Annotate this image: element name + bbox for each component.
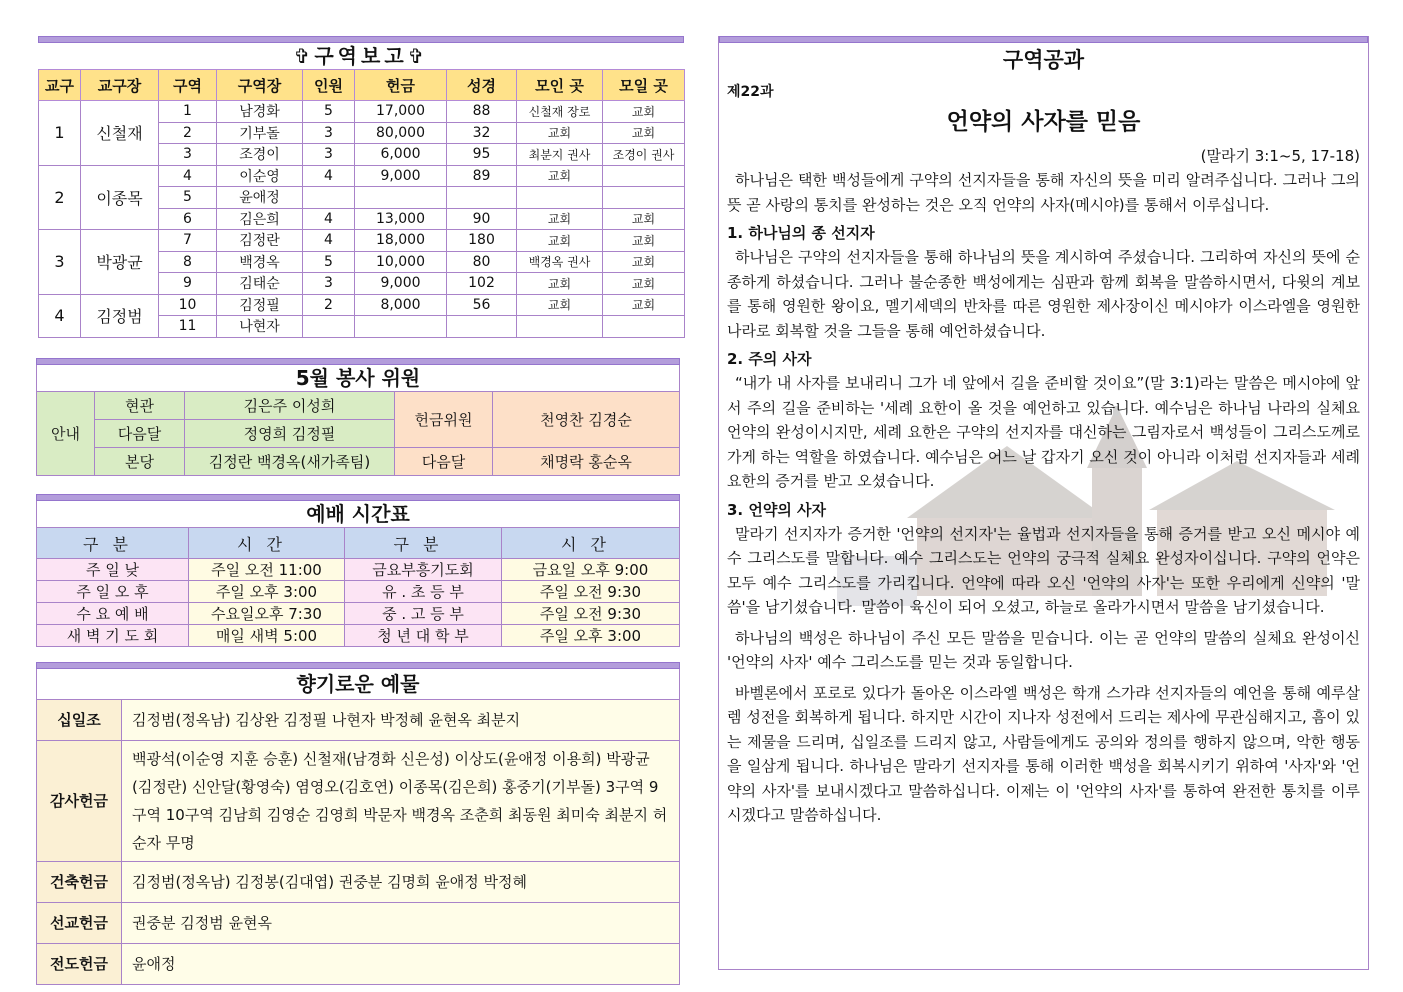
panel-top-bar xyxy=(36,662,680,669)
table-row xyxy=(37,581,680,603)
offering-names: 윤애정 xyxy=(122,944,680,985)
offering-amount: 17,000 xyxy=(355,101,447,123)
met-place xyxy=(517,316,603,338)
district-header-row xyxy=(39,70,685,101)
parish-leader: 박광균 xyxy=(81,230,159,295)
table-row xyxy=(37,741,680,862)
attendance: 3 xyxy=(303,273,355,295)
table-row xyxy=(39,165,685,187)
service-time: 금요일 오후 9:00 xyxy=(502,559,680,581)
area-leader: 김태순 xyxy=(217,273,303,295)
bible-reading: 80 xyxy=(447,251,517,273)
offering-names: 김정범(정옥남) 김정봉(김대엽) 권중분 김명희 윤애정 박정혜 xyxy=(122,862,680,903)
met-place: 교회 xyxy=(517,208,603,230)
attendance: 4 xyxy=(303,230,355,252)
offering-category: 건축헌금 xyxy=(37,862,122,903)
meeting-place xyxy=(603,187,685,209)
offering-title: 향기로운 예물 xyxy=(36,669,680,699)
worship-schedule-panel xyxy=(36,494,680,648)
offering-category: 감사헌금 xyxy=(37,741,122,862)
section-heading: 2. 주의 사자 xyxy=(727,350,812,368)
col-header: 성경 xyxy=(447,70,517,101)
bible-reading: 95 xyxy=(447,144,517,166)
table-row xyxy=(37,903,680,944)
meeting-place xyxy=(603,165,685,187)
meeting-place: 교회 xyxy=(603,273,685,295)
parish-number: 1 xyxy=(39,101,81,166)
bible-reading: 89 xyxy=(447,165,517,187)
offering-amount: 80,000 xyxy=(355,122,447,144)
meeting-place: 조경이 권사 xyxy=(603,144,685,166)
offering-amount: 9,000 xyxy=(355,273,447,295)
place-label: 현관 xyxy=(95,392,185,420)
offering-committee-names: 천영찬 김경순 xyxy=(493,392,680,448)
parish-leader: 이종목 xyxy=(81,165,159,230)
district-table xyxy=(38,69,685,338)
worship-table xyxy=(36,527,680,647)
service-time: 주일 오전 11:00 xyxy=(189,559,345,581)
lesson-title: 구역공과 xyxy=(1002,48,1085,72)
meeting-place xyxy=(603,316,685,338)
offering-panel xyxy=(36,662,680,973)
met-place: 교회 xyxy=(517,122,603,144)
table-row xyxy=(37,862,680,903)
names: 김은주 이성희 xyxy=(185,392,395,420)
district-report-title: ✞구역보고✞ xyxy=(293,44,429,68)
col-header: 구역 xyxy=(159,70,217,101)
section-heading: 3. 언약의 사자 xyxy=(727,500,827,519)
service-name: 유 . 초 등 부 xyxy=(345,581,502,603)
worship-title: 예배 시간표 xyxy=(36,501,680,527)
area-leader: 조경이 xyxy=(217,144,303,166)
lesson-panel xyxy=(718,36,1369,970)
table-row xyxy=(37,700,680,741)
guide-label: 안내 xyxy=(37,392,95,476)
parish-leader: 김정범 xyxy=(81,294,159,337)
table-row xyxy=(37,603,680,625)
col-header: 교구 xyxy=(39,70,81,101)
district-table-body xyxy=(39,101,685,338)
attendance xyxy=(303,187,355,209)
service-name: 중 . 고 등 부 xyxy=(345,603,502,625)
district-report-panel xyxy=(38,36,684,344)
names: 정영희 김정필 xyxy=(185,420,395,448)
panel-top-bar xyxy=(36,358,680,365)
met-place: 교회 xyxy=(517,294,603,316)
lesson-heading: 언약의 사자를 믿음 xyxy=(946,109,1141,135)
col-header: 구분 xyxy=(37,528,189,559)
cross-icon: ✞ xyxy=(407,44,429,68)
scripture-reference: (말라기 3:1~5, 17-18) xyxy=(1200,147,1360,165)
worship-table-body xyxy=(37,559,680,647)
bible-reading xyxy=(447,316,517,338)
col-header: 교구장 xyxy=(81,70,159,101)
area-number: 4 xyxy=(159,165,217,187)
area-leader: 남경화 xyxy=(217,101,303,123)
met-place: 교회 xyxy=(517,230,603,252)
lesson-paragraph: 하나님의 백성은 하나님이 주신 모든 말씀을 믿습니다. 이는 곧 언약의 말씀의 실체요 완성이신 '언약의 사자' 예수 그리스도를 믿는 것과 동일합니다. xyxy=(727,628,1360,671)
attendance xyxy=(303,316,355,338)
lesson-content xyxy=(719,43,1368,828)
meeting-place: 교회 xyxy=(603,251,685,273)
attendance: 5 xyxy=(303,251,355,273)
offering-amount: 10,000 xyxy=(355,251,447,273)
next-month-names: 채명락 홍순옥 xyxy=(493,448,680,476)
area-leader: 윤애정 xyxy=(217,187,303,209)
meeting-place: 교회 xyxy=(603,208,685,230)
col-header: 모일 곳 xyxy=(603,70,685,101)
offering-names: 백광석(이순영 지훈 승훈) 신철재(남경화 신은성) 이상도(윤애정 이용희) 박광균(김정란) 신안달(황영숙) 염영오(김호연) 이종목(김은희) 홍중기(기부돌) 3구역 9구역 10구역 김남희 김영순 김영희 박문자 백경옥 조춘희 최동원 최미숙 최분지 허순자 무명 xyxy=(122,741,680,862)
service-name: 주 일 오 후 xyxy=(37,581,189,603)
met-place xyxy=(517,187,603,209)
names: 김정란 백경옥(새가족팀) xyxy=(185,448,395,476)
offering-amount: 8,000 xyxy=(355,294,447,316)
area-leader: 김정필 xyxy=(217,294,303,316)
service-time: 매일 새벽 5:00 xyxy=(189,625,345,647)
service-title: 5월 봉사 위원 xyxy=(36,365,680,391)
table-row xyxy=(39,230,685,252)
service-name: 금요부흥기도회 xyxy=(345,559,502,581)
service-name: 수 요 예 배 xyxy=(37,603,189,625)
service-time: 주일 오후 3:00 xyxy=(502,625,680,647)
section-text: 말라기 선지자가 증거한 '언약의 선지자'는 율법과 선지자들을 통해 증거를 받고 오신 메시야 예수 그리스도를 말합니다. 예수 그리스도는 언약의 궁극적 실체요 완성자이십니다. 구약의 언약은 모두 예수 그리스도를 가리킵니다. 언약에 따라 오신 '언약의 사자'는 또한 우리에게 신약의 '말씀'을 남기셨습니다. 말씀이 육신이 되어 오셨고, 하늘로 올라가시면서 말씀을 남기셨습니다. xyxy=(727,524,1360,616)
area-leader: 백경옥 xyxy=(217,251,303,273)
table-row xyxy=(37,392,680,420)
offering-table-body xyxy=(37,700,680,985)
table-row xyxy=(39,101,685,123)
service-time: 수요일오후 7:30 xyxy=(189,603,345,625)
bible-reading xyxy=(447,187,517,209)
table-row xyxy=(37,559,680,581)
offering-names: 김정범(정옥남) 김상완 김정필 나현자 박정혜 윤현옥 최분지 xyxy=(122,700,680,741)
service-table xyxy=(36,391,680,476)
area-number: 5 xyxy=(159,187,217,209)
section-heading: 1. 하나님의 종 선지자 xyxy=(727,224,875,242)
table-row xyxy=(39,294,685,316)
area-number: 8 xyxy=(159,251,217,273)
attendance: 4 xyxy=(303,208,355,230)
table-row xyxy=(37,625,680,647)
service-name: 주 일 낮 xyxy=(37,559,189,581)
table-row xyxy=(37,448,680,476)
area-number: 2 xyxy=(159,122,217,144)
lesson-intro: 하나님은 택한 백성들에게 구약의 선지자들을 통해 자신의 뜻을 미리 알려주십니다. 그러나 그의 뜻 곧 사랑의 통치를 완성하는 것은 오직 언약의 사자(메시야)를 통해서 이루십니다. xyxy=(727,171,1360,214)
offering-amount: 9,000 xyxy=(355,165,447,187)
offering-amount: 13,000 xyxy=(355,208,447,230)
offering-names: 권중분 김정범 윤현옥 xyxy=(122,903,680,944)
met-place: 백경옥 권사 xyxy=(517,251,603,273)
offering-table xyxy=(36,699,680,985)
service-name: 청 년 대 학 부 xyxy=(345,625,502,647)
offering-category: 선교헌금 xyxy=(37,903,122,944)
attendance: 3 xyxy=(303,122,355,144)
area-number: 1 xyxy=(159,101,217,123)
parish-number: 2 xyxy=(39,165,81,230)
col-header: 구역장 xyxy=(217,70,303,101)
area-leader: 김은희 xyxy=(217,208,303,230)
offering-amount: 18,000 xyxy=(355,230,447,252)
offering-amount xyxy=(355,187,447,209)
panel-top-bar xyxy=(38,36,684,43)
meeting-place: 교회 xyxy=(603,122,685,144)
col-header: 구분 xyxy=(345,528,502,559)
panel-top-bar xyxy=(719,36,1368,43)
table-row xyxy=(37,944,680,985)
area-number: 6 xyxy=(159,208,217,230)
service-name: 새 벽 기 도 회 xyxy=(37,625,189,647)
next-month-label: 다음달 xyxy=(395,448,493,476)
offering-category: 전도헌금 xyxy=(37,944,122,985)
area-number: 3 xyxy=(159,144,217,166)
bible-reading: 88 xyxy=(447,101,517,123)
met-place: 교회 xyxy=(517,165,603,187)
area-leader: 김정란 xyxy=(217,230,303,252)
attendance: 5 xyxy=(303,101,355,123)
met-place: 교회 xyxy=(517,273,603,295)
attendance: 4 xyxy=(303,165,355,187)
area-number: 10 xyxy=(159,294,217,316)
worship-header-row xyxy=(37,528,680,559)
service-committee-panel xyxy=(36,358,680,480)
cross-icon: ✞ xyxy=(293,44,315,68)
offering-amount xyxy=(355,316,447,338)
area-number: 7 xyxy=(159,230,217,252)
area-number: 11 xyxy=(159,316,217,338)
area-leader: 기부돌 xyxy=(217,122,303,144)
bible-reading: 32 xyxy=(447,122,517,144)
offering-amount: 6,000 xyxy=(355,144,447,166)
met-place: 최분지 권사 xyxy=(517,144,603,166)
area-leader: 이순영 xyxy=(217,165,303,187)
met-place: 신철재 장로 xyxy=(517,101,603,123)
bible-reading: 180 xyxy=(447,230,517,252)
service-time: 주일 오전 9:30 xyxy=(502,581,680,603)
place-label: 본당 xyxy=(95,448,185,476)
meeting-place: 교회 xyxy=(603,101,685,123)
lesson-number: 제22과 xyxy=(727,84,774,100)
meeting-place: 교회 xyxy=(603,294,685,316)
col-header: 인원 xyxy=(303,70,355,101)
parish-leader: 신철재 xyxy=(81,101,159,166)
col-header: 시간 xyxy=(502,528,680,559)
section-text: 하나님은 구약의 선지자들을 통해 하나님의 뜻을 계시하여 주셨습니다. 그리하여 자신의 뜻에 순종하게 하셨습니다. 그러나 불순종한 백성에게는 심판과 함께 회복을 말씀하시면서, 다윗의 계보를 통해 영원한 왕이요, 멜기세덱의 반차를 따른 영원한 제사장이신 메시야가 이스라엘을 영원한 나라로 회복할 것을 그들을 통해 예언하셨습니다. xyxy=(727,248,1360,340)
parish-number: 3 xyxy=(39,230,81,295)
meeting-place: 교회 xyxy=(603,230,685,252)
lesson-paragraph: 바벨론에서 포로로 있다가 돌아온 이스라엘 백성은 학개 스가랴 선지자들의 예언을 통해 예루살렘 성전을 회복하게 됩니다. 하지만 시간이 지나자 성전에서 드리는 제사에 무관심해지고, 흠이 있는 제물을 드리며, 십일조를 드리지 않고, 사람들에게도 공의와 정의를 행하지 않으며, 악한 행동을 일삼게 됩니다. 하나님은 말라기 선지자를 통해 이러한 백성을 회복시키기 위하여 '사자'와 '언약의 사자'를 보내시겠다고 말씀하십니다. 이제는 이 '언약의 사자'를 통하여 완전한 통치를 이루시겠다고 말씀하십니다. xyxy=(727,683,1360,824)
attendance: 2 xyxy=(303,294,355,316)
bible-reading: 90 xyxy=(447,208,517,230)
col-header: 시간 xyxy=(189,528,345,559)
col-header: 모인 곳 xyxy=(517,70,603,101)
col-header: 헌금 xyxy=(355,70,447,101)
section-text: “내가 내 사자를 보내리니 그가 네 앞에서 길을 준비할 것이요”(말 3:1)라는 말씀은 메시야에 앞서 주의 길을 준비하는 '세례 요한이 올 것을 예언하고 있습니다. 예수님은 하나님 나라의 실체요 언약의 완성이시지만, 세례 요한은 구약의 선지자를 대신하는 그림자로서 백성들이 그리스도께로 가게 하는 역할을 하였습니다. 예수님은 어느 날 갑자기 오신 것이 아니라 이처럼 선지자들과 세례 요한의 증거를 받고 오셨습니다. xyxy=(727,374,1360,490)
bible-reading: 56 xyxy=(447,294,517,316)
parish-number: 4 xyxy=(39,294,81,337)
service-time: 주일 오전 9:30 xyxy=(502,603,680,625)
bible-reading: 102 xyxy=(447,273,517,295)
service-time: 주일 오후 3:00 xyxy=(189,581,345,603)
area-number: 9 xyxy=(159,273,217,295)
offering-committee-label: 헌금위원 xyxy=(395,392,493,448)
panel-top-bar xyxy=(36,494,680,501)
offering-category: 십일조 xyxy=(37,700,122,741)
place-label: 다음달 xyxy=(95,420,185,448)
area-leader: 나현자 xyxy=(217,316,303,338)
attendance: 3 xyxy=(303,144,355,166)
